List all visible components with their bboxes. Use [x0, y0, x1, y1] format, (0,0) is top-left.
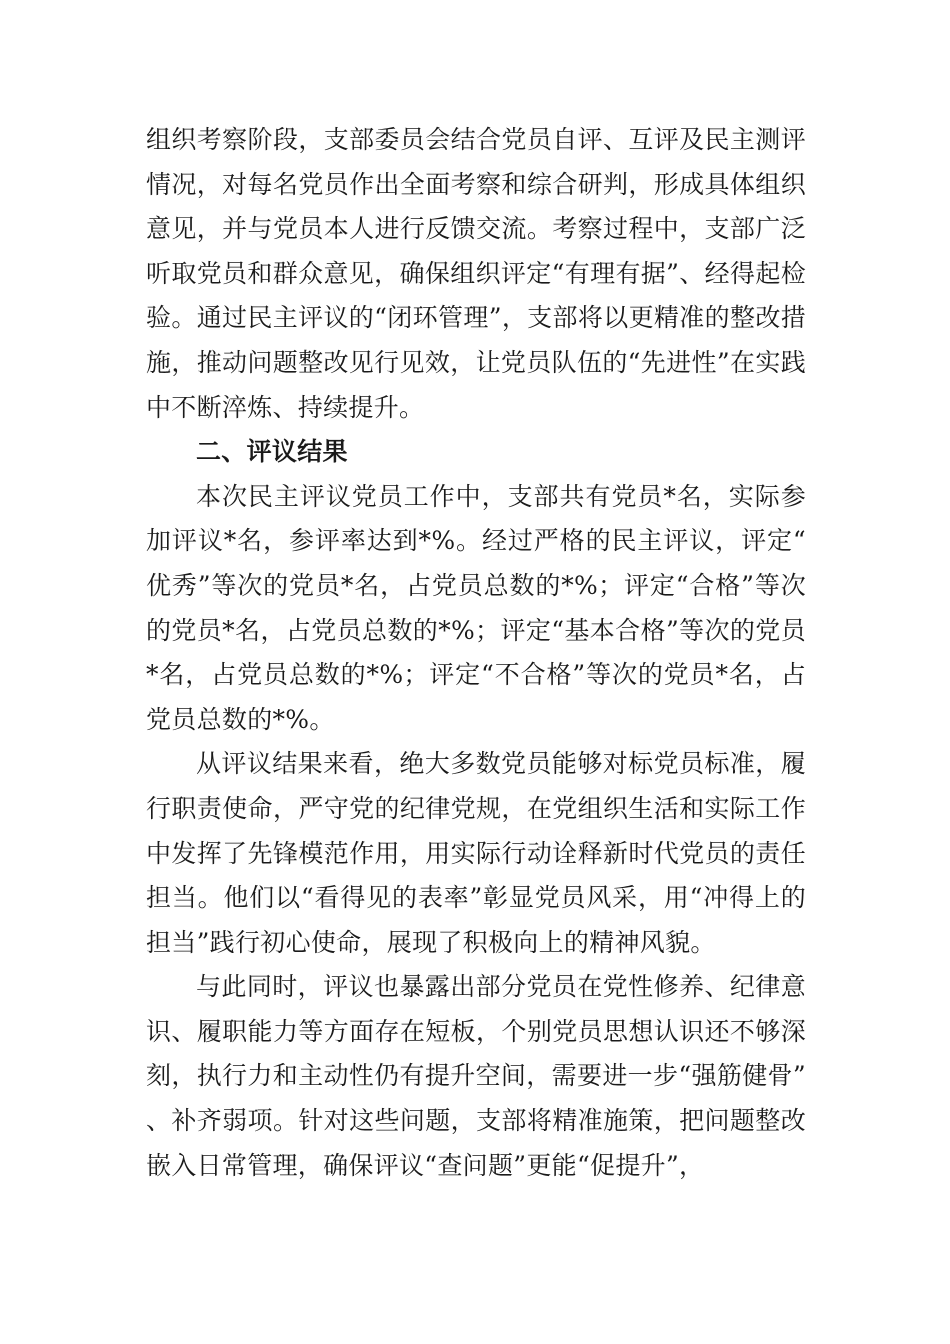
paragraph-shortcomings: 与此同时，评议也暴露出部分党员在党性修养、纪律意识、履职能力等方面存在短板，个别党员思想认识还不够深刻，执行力和主动性仍有提升空间，需要进一步“强筋健骨”、补齐弱项。针对这些问题，支部将精准施策，把问题整改嵌入日常管理，确保评议“查问题”更能“促提升”，: [146, 972, 806, 1180]
paragraph-review-statistics: 本次民主评议党员工作中，支部共有党员*名，实际参加评议*名，参评率达到*%。经过严格的民主评议，评定“优秀”等次的党员*名，占党员总数的*%；评定“合格”等次的党员*名，占党员总数的*%；评定“基本合格”等次的党员*名，占党员总数的*%；评定“不合格”等次的党员*名，占党员总数的*%。: [146, 481, 806, 734]
paragraph-organizational-review: 组织考察阶段，支部委员会结合党员自评、互评及民主测评情况，对每名党员作出全面考察和综合研判，形成具体组织意见，并与党员本人进行反馈交流。考察过程中，支部广泛听取党员和群众意见，确保组织评定“有理有据”、经得起检验。通过民主评议的“闭环管理”，支部将以更精准的整改措施，推动问题整改见行见效，让党员队伍的“先进性”在实践中不断淬炼、持续提升。: [146, 125, 806, 422]
document-body: [146, 118, 806, 1188]
paragraph-results-analysis: 从评议结果来看，绝大多数党员能够对标党员标准，履行职责使命，严守党的纪律党规，在党组织生活和实际工作中发挥了先锋模范作用，用实际行动诠释新时代党员的责任担当。他们以“看得见的表率”彰显党员风采，用“冲得上的担当”践行初心使命，展现了积极向上的精神风貌。: [146, 749, 806, 957]
section-heading-review-results: 二、评议结果: [196, 437, 348, 467]
